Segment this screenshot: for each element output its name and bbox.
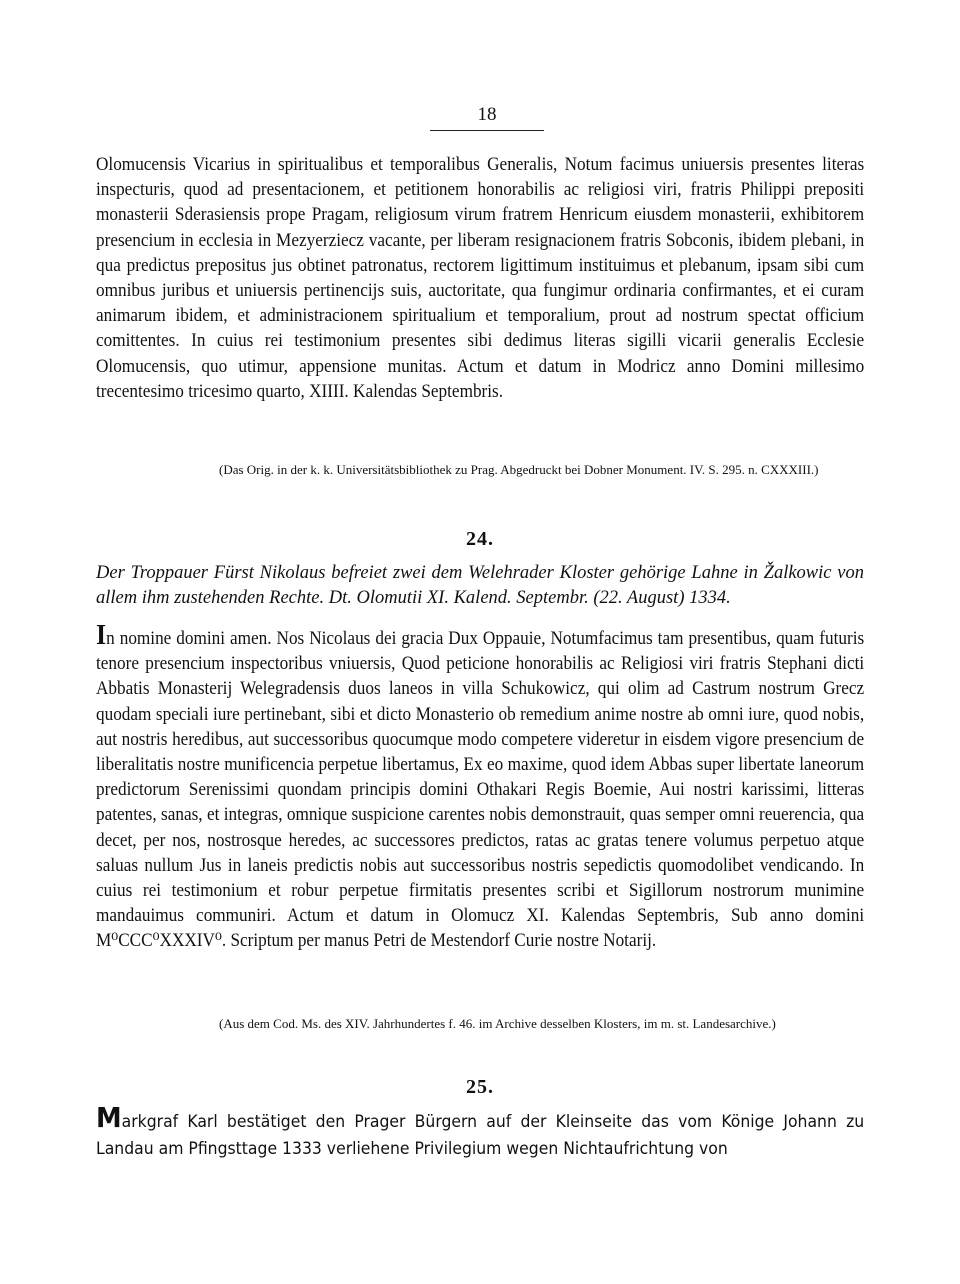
document-page [96, 0, 864, 1284]
document-25-number: 25. [466, 1076, 494, 1098]
document-24-number: 24. [466, 528, 494, 550]
document-25-initial: M [96, 1101, 122, 1134]
document-25-heading: arkgraf Karl bestätiget den Prager Bürgern auf der Kleinseite das vom Könige Johann zu Landau am Pfingsttage 1333 verliehene Privilegium wegen Nichtaufrichtung von [96, 1112, 865, 1159]
document-24-initial: I [96, 620, 107, 651]
document-24-heading: Der Troppauer Fürst Nikolaus befreiet zwei dem Welehrader Kloster gehörige Lahne in Žalkowic von allem ihm zustehenden Rechte. Dt. Olomutii XI. Kalend. Septembr. (22. August) 1334. [96, 563, 864, 608]
page-number: 18 [430, 104, 544, 131]
document-25-heading-paragraph [96, 1101, 865, 1163]
document-23-body: Olomucensis Vicarius in spiritualibus et temporalibus Generalis, Notum facimus uniuersis presentes literas inspecturis, quod ad presentacionem, et petitionem honorabilis ac religiosi viri, fratris Philippi prepositi monasterii Sderasiensis prope Pragam, religiosum virum fratrem Henricum eiusdem monasterii, exhibitorem presencium in ecclesia in Mezyerziecz vacante, per liberam resignacionem fratris Sobconis, ibidem plebani, in qua predictus prepositus jus obtinet patronatus, rectorem ligittimum instituimus et plebanum, ipsam sibi cum omnibus juribus et uniuersis pertinencijs suis, auctoritate, qua fungimur ordinaria confirmantes, et ei curam animarum ibidem, et administracionem spiritualium et temporalium, prout ad nostrum spectat officium comittentes. In cuius rei testimonium presentes sibi dedimus literas sigilli vicarii generalis Ecclesie Olomucensis, quo utimur, appensione munitas. Actum et datum in Modricz anno Domini millesimo trecentesimo tricesimo quarto, XIIII. Kalendas Septembris. [96, 155, 865, 402]
document-24-source-note: (Aus dem Cod. Ms. des XIV. Jahrhundertes f. 46. im Archive desselben Klosters, im m. st. Landesarchive.) [219, 1016, 776, 1031]
document-23-source-note: (Das Orig. in der k. k. Universitätsbibliothek zu Prag. Abgedruckt bei Dobner Monument. IV. S. 295. n. CXXXIII.) [219, 462, 819, 477]
document-24-body-paragraph [96, 622, 864, 955]
document-24-body: n nomine domini amen. Nos Nicolaus dei gracia Dux Oppauie, Notumfacimus tam presentibus, quam futuris tenore presencium inspectoribus vniuersis, Quod peticione honorabilis ac Religiosi viri fratris Stephani dicti Abbatis Monasterij Welegradensis duos laneos in villa Schukowicz, qui olim ad Castrum nostrum Grecz quodam speciali iure pertinebant, sibi et dicto Monasterio ob remedium anime nostre ab omni iure, quod nobis, aut nostris heredibus, aut successoribus quocumque modo competere videretur in eisdem vigore presencium de liberalitatis nostre munificencia perpetue libertamus, Ex eo maxime, quod idem Abbas super libertate laneorum predictorum Serenissimi quondam principis domini Othakari Regis Boemie, Aui nostri karissimi, litteras patentes, sanas, et integras, omnique suspicione carentes nobis demonstrauit, quas semper omni reuerencia, qua decet, per nos, nostrosque heredes, ac successores predictos, ratas ac gratas tenere volumus perpetuo atque saluas nullum Jus in laneis predictis nobis aut successoribus nostris sepedictis quomodolibet vendicando. In cuius rei testimonium et robur perpetue firmitatis presentes scribi et Sigillorum nostrorum munimine mandauimus communiri. Actum et datum in Olomucz XI. Kalendas Septembris, Sub anno domini M⁰CCC⁰XXXIV⁰. Scriptum per manus Petri de Mestendorf Curie nostre Notarij. [96, 629, 865, 952]
